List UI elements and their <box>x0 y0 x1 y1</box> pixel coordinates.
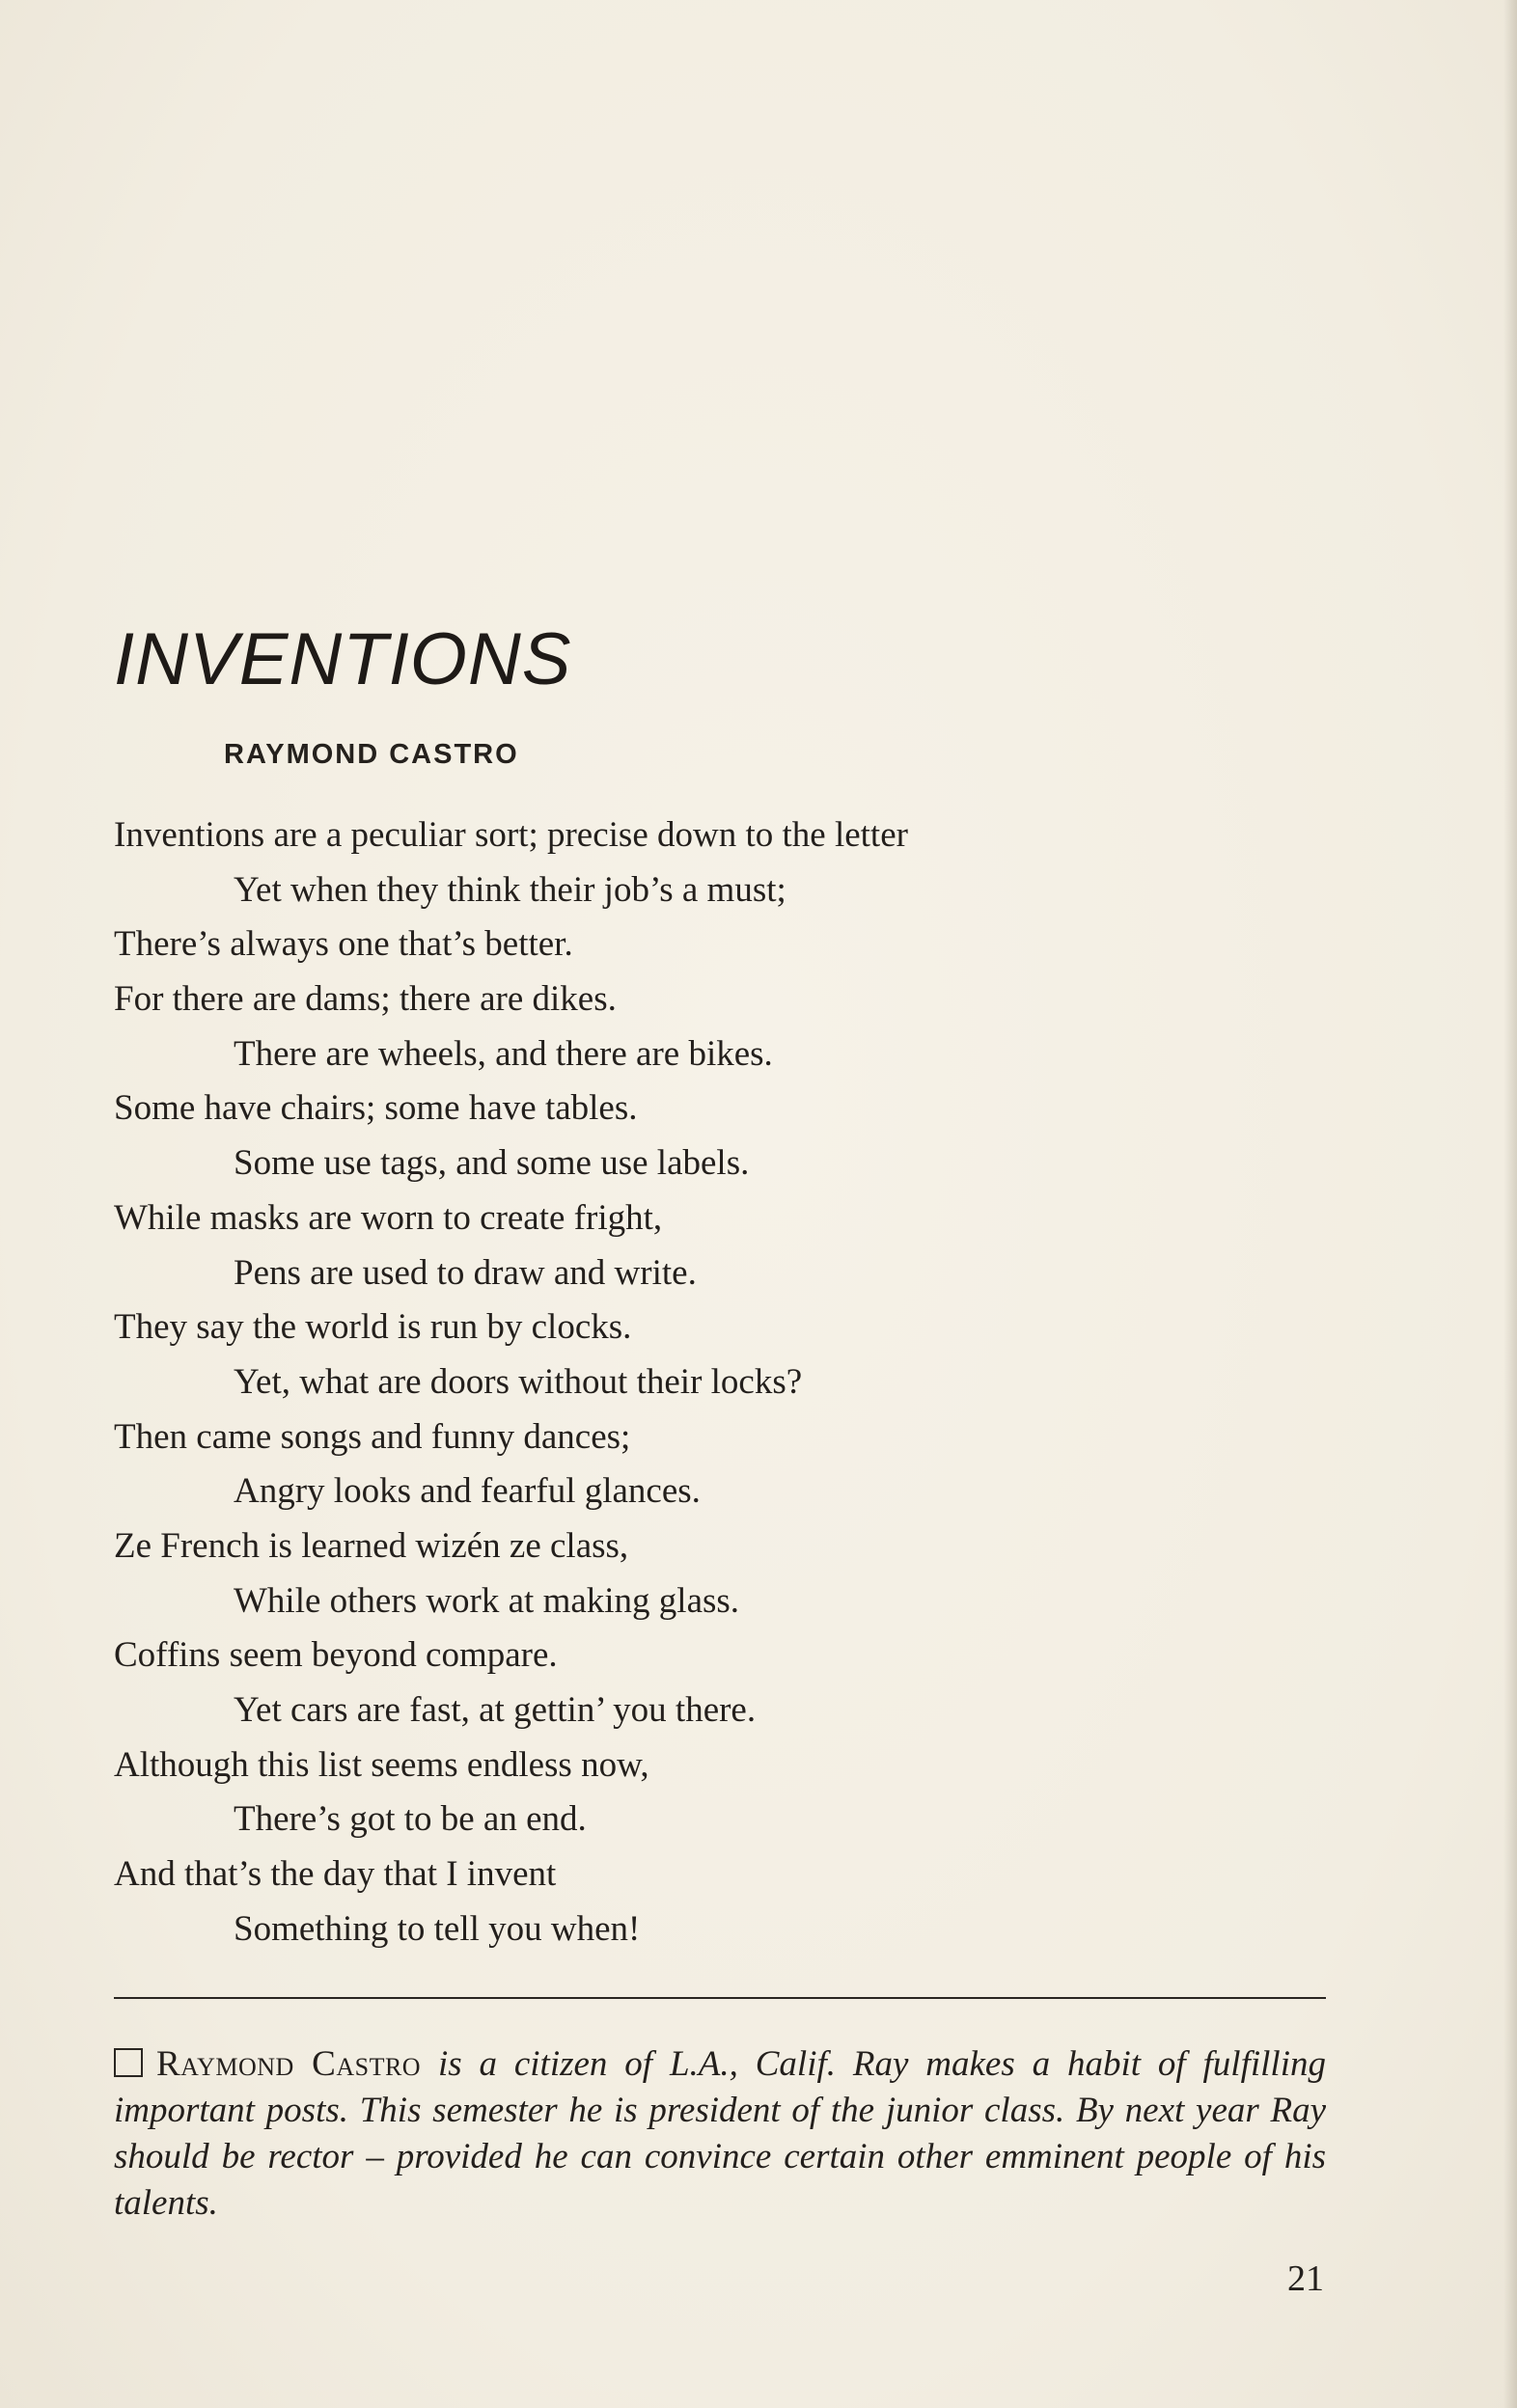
poem-body <box>114 808 1330 1956</box>
poem-line: Then came songs and funny dances; <box>114 1416 631 1457</box>
poem-line: Inventions are a peculiar sort; precise down to the letter <box>114 815 908 855</box>
poem-line: There are wheels, and there are bikes. <box>234 1033 773 1074</box>
poem-line: Coffins seem beyond compare. <box>114 1635 558 1676</box>
poem-line: For there are dams; there are dikes. <box>114 979 617 1020</box>
poem-line: Although this list seems endless now, <box>114 1744 649 1785</box>
bio-author-name: Raymond Castro <box>156 2044 422 2084</box>
poem-title: INVENTIONS <box>114 618 572 700</box>
poem-line: Ze French is learned wizén ze class, <box>114 1525 629 1566</box>
poem-line: Yet cars are fast, at gettin’ you there. <box>234 1690 757 1730</box>
poem-line: While others work at making glass. <box>234 1580 740 1621</box>
poem-line: Yet, what are doors without their locks? <box>234 1361 803 1402</box>
poem-line: They say the world is run by clocks. <box>114 1307 632 1348</box>
author-bio <box>114 2041 1326 2227</box>
poem-line: There’s got to be an end. <box>234 1799 587 1840</box>
poem-line: Yet when they think their job’s a must; <box>234 869 786 910</box>
poem-line: Some have chairs; some have tables. <box>114 1088 638 1129</box>
poem-line: Pens are used to draw and write. <box>234 1252 697 1293</box>
divider-rule <box>114 1997 1326 1999</box>
poem-line: While masks are worn to create fright, <box>114 1197 663 1238</box>
square-bullet-icon <box>114 2048 143 2077</box>
poem-author: RAYMOND CASTRO <box>224 739 519 770</box>
poem-line: There’s always one that’s better. <box>114 924 573 965</box>
page-edge-shadow <box>1503 0 1517 2408</box>
page-number: 21 <box>1287 2258 1324 2299</box>
bio-text: is a citizen of L.A., Calif. Ray makes a habit of fulfilling important posts. This semester he is president of the junior class. By next year Ray should be rector – provided he can convince certain other emminent people of his talents. <box>114 2044 1326 2223</box>
poem-line: Some use tags, and some use labels. <box>234 1143 750 1184</box>
poem-line: And that’s the day that I invent <box>114 1854 557 1895</box>
poem-line: Angry looks and fearful glances. <box>234 1471 701 1512</box>
poem-line: Something to tell you when! <box>234 1908 641 1949</box>
